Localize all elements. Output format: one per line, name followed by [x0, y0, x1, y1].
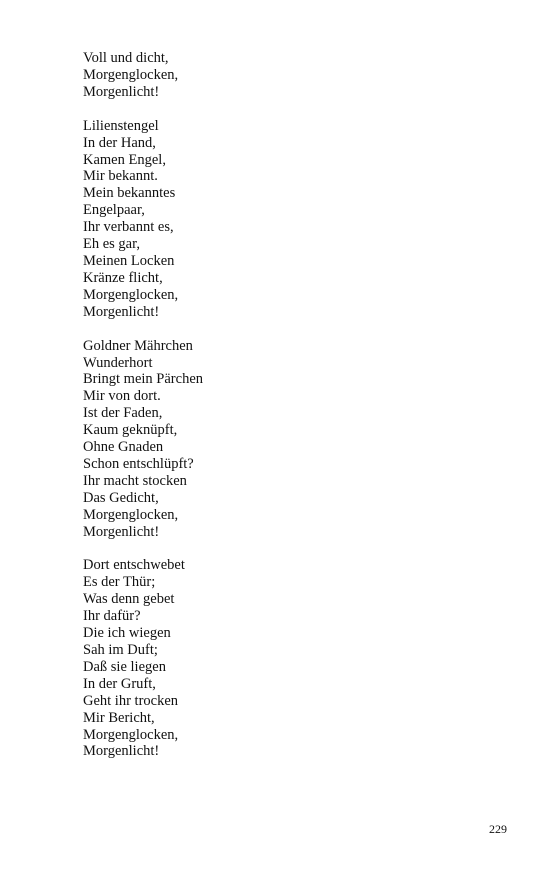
poem-line: Kränze flicht, — [83, 269, 163, 286]
poem-line: Morgenlicht! — [83, 523, 160, 540]
poem-line: Goldner Mährchen — [83, 337, 193, 354]
poem-line: Kaum geknüpft, — [83, 422, 178, 439]
poem-line: Schon entschlüpft? — [83, 455, 194, 472]
poem-line: Daß sie liegen — [83, 658, 166, 675]
poem-line: Ihr verbannt es, — [83, 219, 174, 236]
poem-line: Morgenglocken, — [83, 66, 179, 83]
poem-line: Mir bekannt. — [83, 168, 158, 185]
poem-line: In der Hand, — [83, 134, 156, 151]
poem-line: Morgenglocken, — [83, 286, 179, 303]
poem-line: Das Gedicht, — [83, 489, 159, 506]
poem-line: Bringt mein Pärchen — [83, 371, 204, 388]
poem-line: Was denn gebet — [83, 591, 175, 608]
poem-line: Morgenlicht! — [83, 83, 160, 100]
poem-line: Eh es gar, — [83, 236, 140, 253]
page-number: 229 — [489, 822, 507, 836]
poem-line: Morgenlicht! — [83, 303, 160, 320]
poem-line: Morgenglocken, — [83, 726, 179, 743]
poem-line: Ist der Faden, — [83, 405, 163, 422]
poem-line: Voll und dicht, — [83, 50, 169, 66]
poem-text — [83, 50, 463, 777]
poem-line: Ihr dafür? — [83, 608, 141, 625]
poem-line: Meinen Locken — [83, 252, 175, 269]
stanza-4 — [83, 557, 463, 760]
stanza-2 — [83, 118, 463, 321]
poem-line: Dort entschwebet — [83, 557, 185, 574]
poem-line: Ohne Gnaden — [83, 439, 164, 456]
poem-line: Morgenlicht! — [83, 743, 160, 760]
poem-line: Sah im Duft; — [83, 642, 158, 658]
stanza-3 — [83, 338, 463, 541]
poem-line: Mir Bericht, — [83, 709, 155, 726]
poem-line: Wunderhort — [83, 354, 153, 371]
poem-line: Mein bekanntes — [83, 185, 176, 202]
poem-line: Geht ihr trocken — [83, 692, 179, 709]
poem-line: Kamen Engel, — [83, 151, 166, 168]
poem-line: Mir von dort. — [83, 388, 161, 405]
poem-line: Engelpaar, — [83, 202, 145, 219]
poem-line: Es der Thür; — [83, 574, 156, 591]
poem-line: In der Gruft, — [83, 675, 156, 692]
poem-line: Ihr macht stocken — [83, 472, 187, 489]
stanza-1 — [83, 50, 463, 101]
poem-line: Morgenglocken, — [83, 506, 179, 523]
poem-line: Die ich wiegen — [83, 625, 171, 642]
poem-line: Lilienstengel — [83, 117, 159, 134]
